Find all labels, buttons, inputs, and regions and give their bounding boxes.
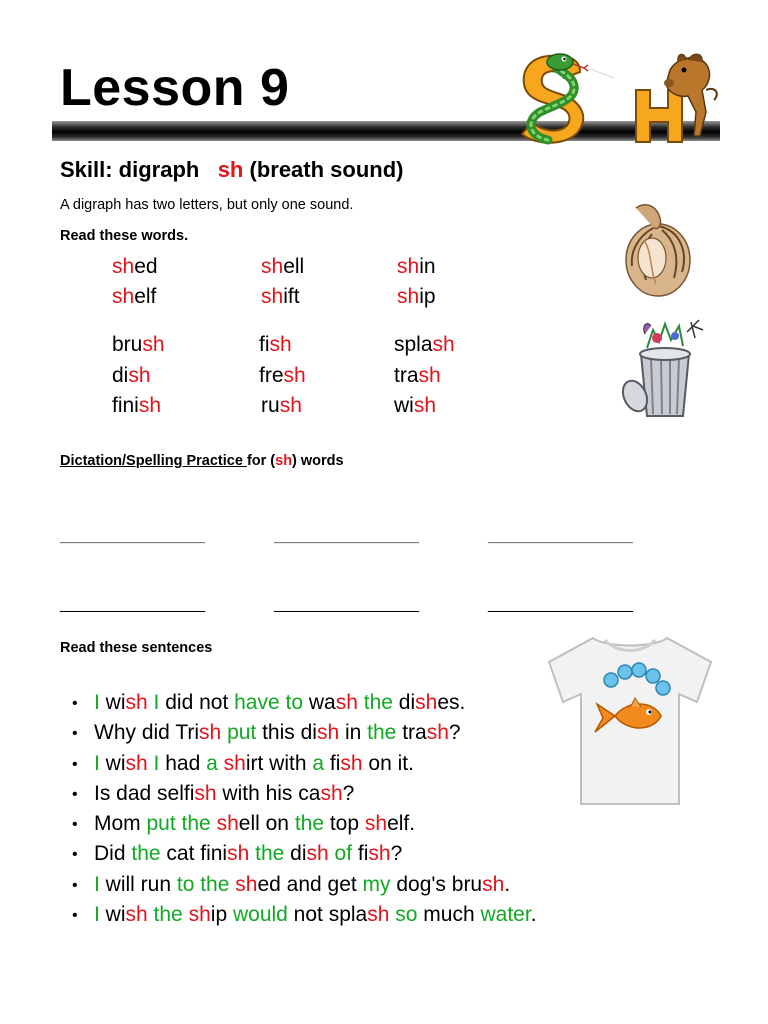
sentence-segment: sh	[227, 842, 250, 866]
sentence-segment: the	[153, 903, 183, 927]
sentence-segment: sh	[426, 721, 449, 745]
sentence-segment: Is dad selfi	[94, 781, 195, 805]
sentence-segment: Mom	[94, 812, 147, 836]
sentence-segment: ?	[390, 842, 403, 866]
word: splash	[394, 333, 455, 356]
sentence-segment: sh	[367, 903, 390, 927]
sentence-item	[72, 870, 537, 900]
sh-logo-illustration	[518, 50, 723, 145]
word: fresh	[259, 364, 306, 387]
sentence-list	[72, 688, 537, 930]
sentence-segment: sh	[482, 872, 505, 896]
sentence-segment: wi	[99, 691, 126, 714]
word: shift	[261, 285, 300, 308]
skill-prefix: Skill: digraph	[60, 157, 218, 182]
sentence-segment: my	[362, 872, 391, 896]
sentence-segment: ell on	[238, 812, 295, 836]
sentence-segment: sh	[364, 812, 388, 836]
sentence-item	[72, 718, 537, 748]
dictation-digraph: sh	[275, 453, 293, 469]
sentence-segment: sh	[320, 781, 343, 805]
sentence-segment: a	[206, 751, 218, 775]
word: fish	[259, 333, 292, 356]
dictation-underlined-label: Dictation/Spelling Practice	[60, 453, 247, 469]
sentence-segment: dog's bru	[390, 872, 483, 896]
sentence-item	[72, 688, 537, 718]
word: shin	[397, 255, 436, 278]
sentence-segment: with his ca	[216, 781, 321, 805]
sentence-segment: ed and get	[257, 872, 363, 896]
read-words-label: Read these words.	[60, 228, 189, 244]
sentence-segment: I	[94, 903, 100, 927]
sentence-segment: the	[294, 812, 325, 836]
spelling-blank-line[interactable]: _________________	[60, 528, 205, 545]
sentence-segment: ?	[448, 721, 461, 745]
sentence-segment: sh	[125, 751, 148, 775]
sentence-segment: the	[363, 691, 393, 714]
sentence-segment: not spla	[287, 903, 368, 927]
word: dish	[112, 364, 151, 387]
word: finish	[112, 394, 162, 417]
sentence-segment: sh	[125, 691, 148, 714]
fish-t-shirt-illustration	[545, 628, 715, 808]
sentence-segment: I	[153, 751, 160, 775]
sentence-segment: of	[334, 842, 353, 866]
sentence-segment: a	[312, 751, 325, 775]
sentence-segment: irt with	[245, 751, 313, 775]
digraph-definition: A digraph has two letters, but only one sound.	[60, 197, 354, 213]
nautilus-shell-illustration	[622, 200, 692, 300]
sentence-segment: di	[392, 691, 416, 714]
sentence-segment: put	[227, 721, 257, 745]
sentence-segment: sh	[368, 842, 391, 866]
bullet-icon: •	[72, 785, 78, 803]
word: wish	[394, 394, 437, 417]
sentence-item	[72, 839, 537, 869]
bullet-icon: •	[72, 846, 78, 864]
sentence-segment: .	[504, 872, 511, 896]
skill-heading	[60, 157, 403, 183]
sentence-segment: the	[367, 721, 397, 745]
word: shed	[112, 255, 158, 278]
sentence-segment: top	[324, 812, 365, 836]
skill-suffix: (breath sound)	[243, 157, 404, 182]
sentence-segment: sh	[415, 691, 438, 714]
spelling-blank-line[interactable]: _________________	[488, 596, 633, 613]
sentence-segment: .	[530, 903, 537, 927]
sentence-segment: wa	[303, 691, 336, 714]
sentence-segment: cat fini	[160, 842, 228, 866]
word: shelf	[112, 285, 157, 308]
sentence-segment: di	[284, 842, 307, 866]
sentence-item	[72, 749, 537, 779]
sentence-segment: did not	[159, 691, 235, 714]
sentence-segment: I	[153, 691, 160, 714]
bullet-icon: •	[72, 755, 78, 773]
sentence-segment: I	[94, 872, 100, 896]
sentence-segment: I	[94, 751, 100, 775]
sentence-segment: had	[159, 751, 207, 775]
sentence-segment: sh	[335, 691, 358, 714]
sentence-segment: fi	[352, 842, 369, 866]
word: brush	[112, 333, 165, 356]
letter-h-graphic	[636, 90, 682, 142]
sentence-segment: ?	[342, 781, 355, 805]
sentence-segment: much	[417, 903, 481, 927]
sentence-segment: on it.	[362, 751, 414, 775]
sentence-segment: sh	[188, 903, 211, 927]
sentence-segment: sh	[194, 781, 217, 805]
sentence-segment: to the	[176, 872, 230, 896]
dictation-heading: Dictation/Spelling Practice for (sh) words	[60, 453, 344, 469]
bullet-icon: •	[72, 876, 78, 894]
sentence-segment: Did	[94, 842, 132, 866]
bullet-icon: •	[72, 907, 78, 925]
sentence-segment: Why did Tri	[94, 721, 200, 745]
sentence-segment: ip	[210, 903, 233, 927]
page-title: Lesson 9	[60, 59, 290, 117]
sentence-segment: the	[255, 842, 285, 866]
sentence-segment: sh	[340, 751, 363, 775]
sentence-segment: will run	[99, 872, 177, 896]
bullet-icon: •	[72, 816, 78, 834]
sentence-segment: water	[480, 903, 531, 927]
sentence-segment: I	[94, 691, 100, 714]
sentence-segment: in	[339, 721, 368, 745]
sentence-segment: wi	[99, 903, 126, 927]
sentence-segment: have to	[234, 691, 304, 714]
sentence-item	[72, 900, 537, 930]
sentence-segment: sh	[216, 812, 239, 836]
sentence-segment: fi	[324, 751, 341, 775]
sentence-segment: wi	[99, 751, 126, 775]
sentence-segment: tra	[396, 721, 427, 745]
sentence-segment: sh	[306, 842, 329, 866]
word: ship	[397, 285, 436, 308]
sentence-segment: would	[232, 903, 288, 927]
sentence-segment: sh	[316, 721, 340, 745]
spelling-blank-line[interactable]: _________________	[274, 596, 419, 613]
word: shell	[261, 255, 305, 278]
sentence-segment: the	[131, 842, 161, 866]
spelling-blank-line[interactable]: _________________	[488, 528, 633, 545]
sentence-segment: es.	[437, 691, 466, 714]
bullet-icon: •	[72, 725, 78, 743]
sentence-segment: this di	[256, 721, 317, 745]
sentence-segment: sh	[199, 721, 222, 745]
spelling-blank-line[interactable]: _________________	[274, 528, 419, 545]
skill-digraph: sh	[217, 157, 244, 182]
sentence-segment: so	[395, 903, 418, 927]
bullet-icon: •	[72, 695, 78, 712]
sentence-segment: sh	[223, 751, 246, 775]
word: rush	[261, 394, 302, 417]
sentence-segment: put the	[146, 812, 211, 836]
sentence-segment: sh	[125, 903, 148, 927]
sentence-item	[72, 779, 537, 809]
sentence-segment: sh	[235, 872, 258, 896]
word: trash	[394, 364, 441, 387]
sentence-segment: elf.	[387, 812, 416, 836]
read-sentences-label: Read these sentences	[60, 640, 213, 656]
trash-can-illustration	[617, 312, 712, 422]
sentence-item	[72, 809, 537, 839]
spelling-blank-line[interactable]: _________________	[60, 596, 205, 613]
